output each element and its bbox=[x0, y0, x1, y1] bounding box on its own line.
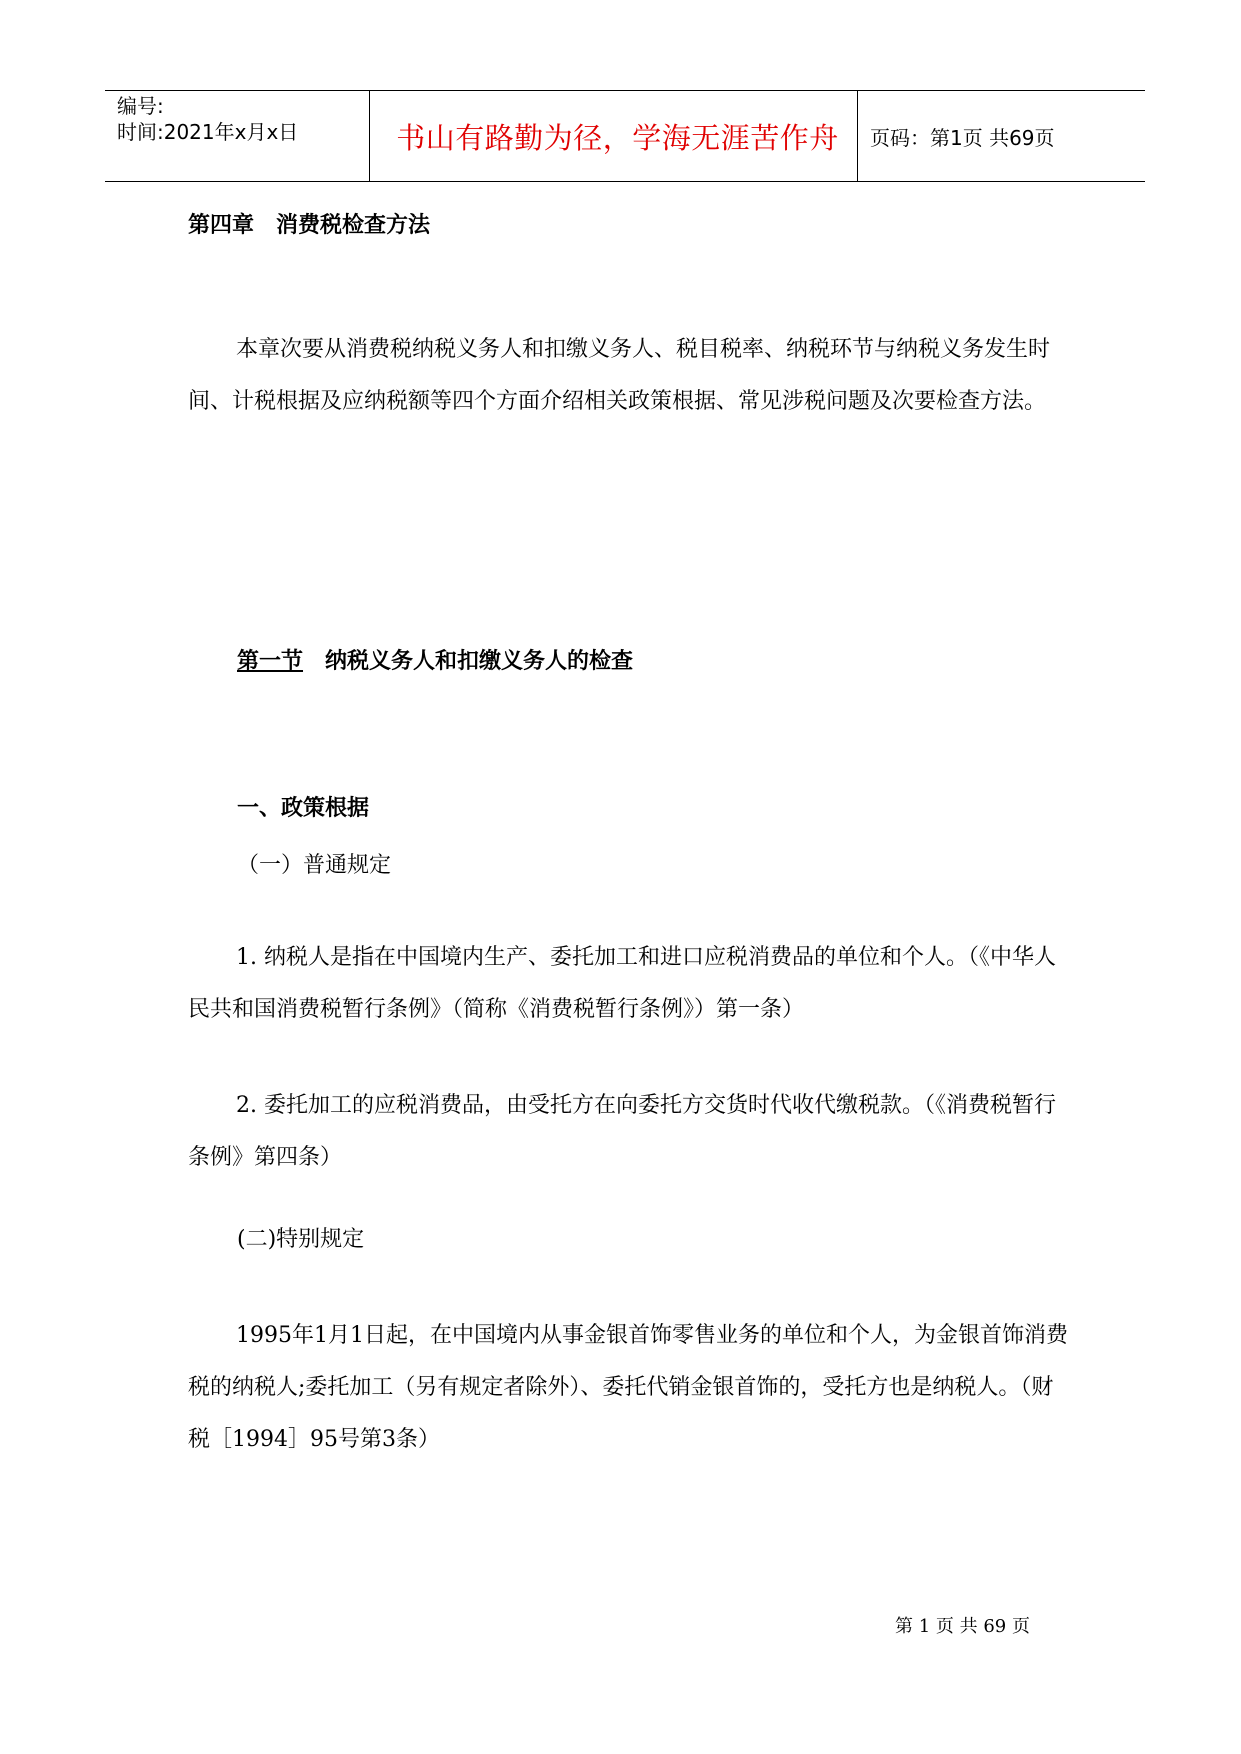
policy-heading: 一、政策根据 bbox=[237, 796, 370, 821]
header-motto: 书山有路勤为径，学海无涯苦作舟 bbox=[396, 120, 839, 155]
special-rules-paragraph: 1995年1月1日起，在中国境内从事金银首饰零售业务的单位和个人，为金银首饰消费税的纳税人;委托加工（另有规定者除外）、委托代销金银首饰的，受托方也是纳税人。（财税［1994］95号第3条） bbox=[188, 1323, 1068, 1452]
section-number: 第一节 bbox=[237, 649, 304, 674]
header-motto-cell bbox=[370, 91, 858, 181]
policy-item-2: 2. 委托加工的应税消费品，由受托方在向委托方交货时代收代缴税款。（《消费税暂行条例》第四条） bbox=[188, 1093, 1056, 1170]
header-meta-cell bbox=[105, 91, 370, 181]
section-title-text: 纳税义务人和扣缴义务人的检查 bbox=[325, 649, 634, 674]
document-time-label: 时间:2021年x月x日 bbox=[117, 120, 299, 144]
chapter-title: 第四章 消费税检查方法 bbox=[188, 213, 431, 238]
chapter-intro-paragraph: 本章次要从消费税纳税义务人和扣缴义务人、税目税率、纳税环节与纳税义务发生时间、计税根据及应纳税额等四个方面介绍相关政策根据、常见涉税问题及次要检查方法。 bbox=[188, 337, 1051, 414]
policy-item-1: 1. 纳税人是指在中国境内生产、委托加工和进口应税消费品的单位和个人。（《中华人民共和国消费税暂行条例》（简称《消费税暂行条例》）第一条） bbox=[188, 945, 1056, 1022]
header-page-code: 页码：第1页 共69页 bbox=[870, 125, 1055, 150]
page-footer: 第 1 页 共 69 页 bbox=[895, 1616, 1030, 1637]
document-header bbox=[105, 90, 1145, 182]
special-rules-heading: (二)特别规定 bbox=[237, 1227, 365, 1252]
general-rules-heading: （一）普通规定 bbox=[237, 853, 392, 878]
header-page-cell bbox=[858, 91, 1145, 181]
document-number-label: 编号: bbox=[117, 94, 164, 118]
section-title bbox=[237, 636, 633, 688]
